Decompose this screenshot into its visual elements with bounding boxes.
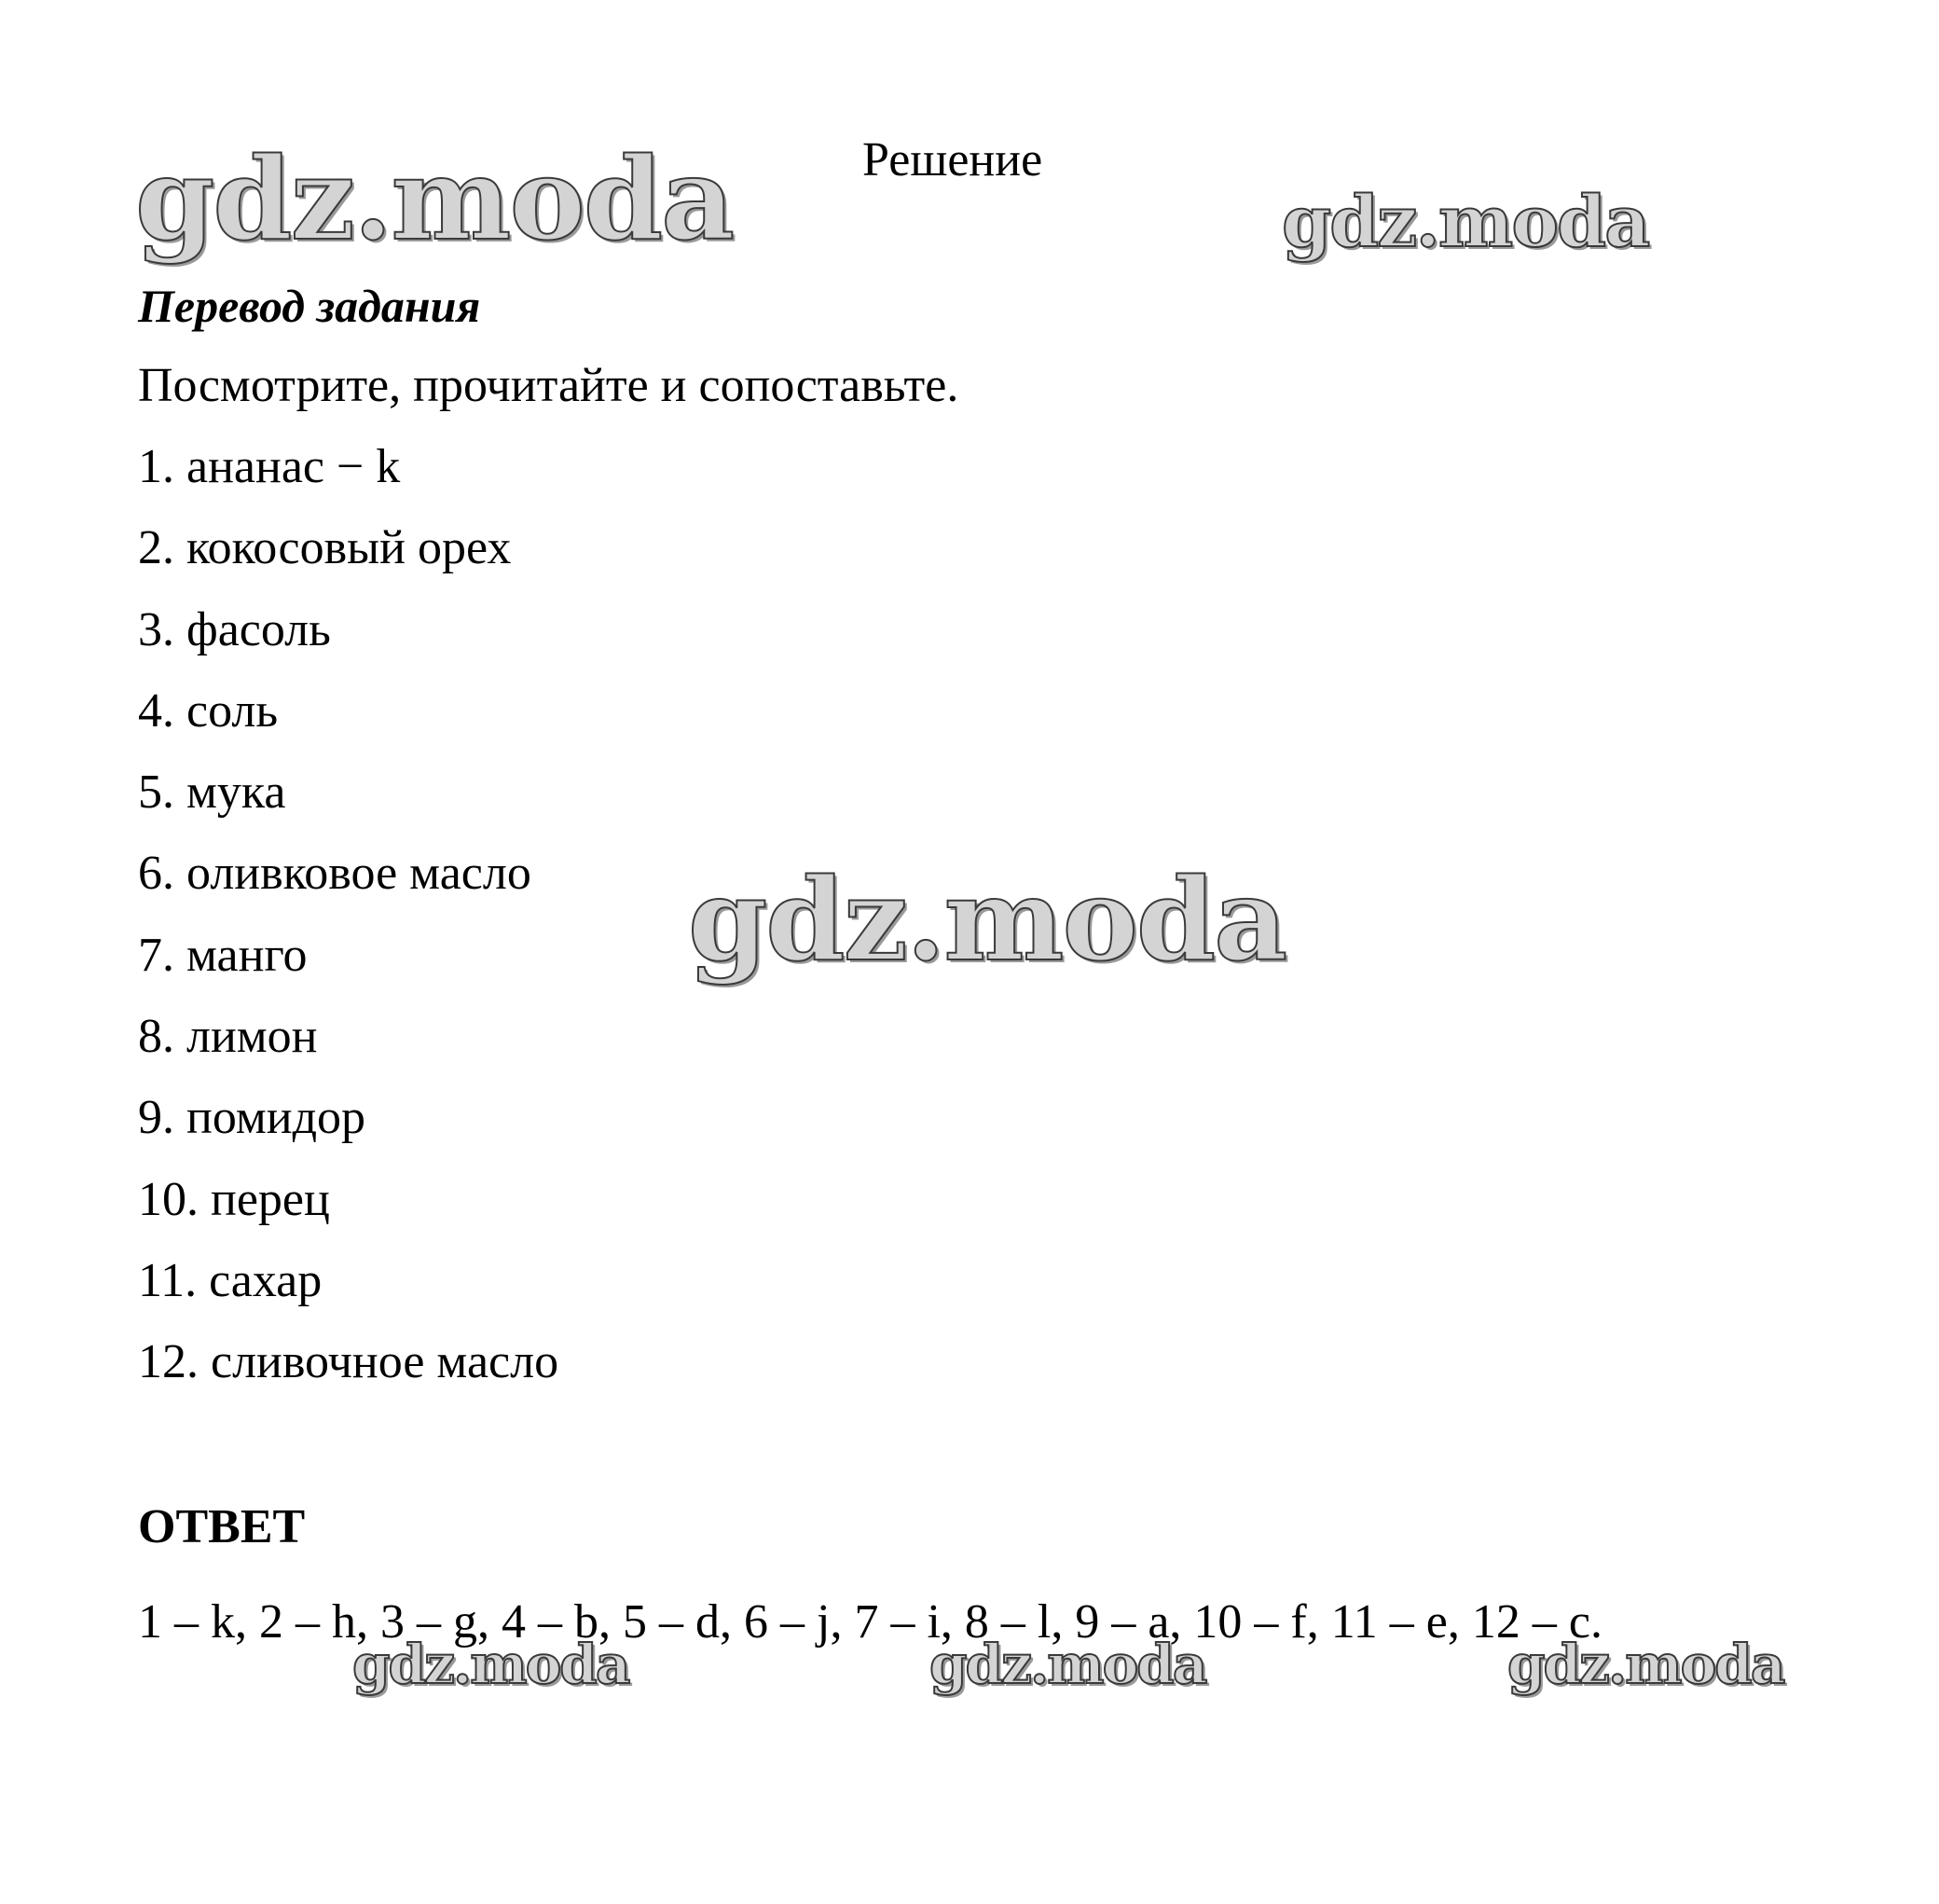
list-item: 6. оливковое масло <box>138 847 531 901</box>
list-item: 9. помидор <box>138 1091 366 1145</box>
watermark-logo: gdz.moda <box>929 1633 1206 1696</box>
answer-text: 1 – k, 2 – h, 3 – g, 4 – b, 5 – d, 6 – j, 7 – i, 8 – l, 9 – a, 10 – f, 11 – e, 12 – c. <box>138 1595 1602 1649</box>
list-item: 10. перец <box>138 1172 330 1226</box>
watermark-logo: gdz.moda <box>135 131 734 266</box>
list-item: 2. кокосовый орех <box>138 521 512 575</box>
list-item: 3. фасоль <box>138 602 331 656</box>
watermark-logo: gdz.moda <box>352 1633 629 1696</box>
watermark-logo: gdz.moda <box>1282 180 1649 263</box>
translation-list <box>138 439 558 1416</box>
watermark-logo: gdz.moda <box>1507 1633 1784 1696</box>
list-item: 4. соль <box>138 683 279 738</box>
section-subtitle: Перевод задания <box>138 280 481 332</box>
list-item: 12. сливочное масло <box>138 1335 559 1389</box>
list-item: 11. сахар <box>138 1253 323 1307</box>
list-item: 7. манго <box>138 928 308 982</box>
list-item: 5. мука <box>138 766 286 820</box>
answer-heading: ОТВЕТ <box>138 1500 306 1553</box>
task-instruction: Посмотрите, прочитайте и сопоставьте. <box>138 359 959 412</box>
page-title: Решение <box>862 133 1043 186</box>
watermark-logo: gdz.moda <box>688 852 1286 986</box>
list-item: 8. лимон <box>138 1010 318 1064</box>
list-item: 1. ананас − k <box>138 440 401 493</box>
